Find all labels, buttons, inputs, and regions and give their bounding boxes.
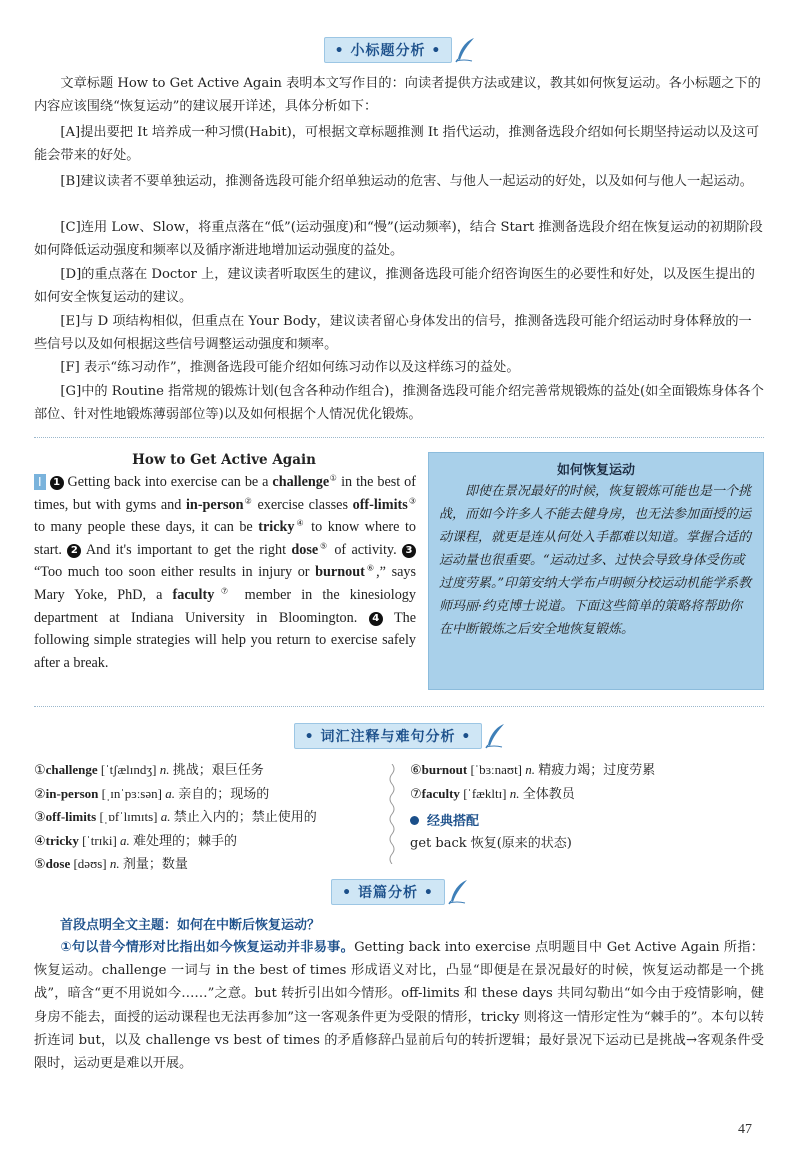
quill-icon [447,879,469,905]
vocab-entry: ③off-limits [ˌɒfˈlɪmɪts] a. 禁止入内的；禁止使用的 [34,809,317,824]
vocab-entry: ②in-person [ˌɪnˈpɜːsən] a. 亲自的；现场的 [34,785,270,801]
vocab-entry: ④tricky [ˈtrɪki] a. 难处理的；棘手的 [34,832,238,848]
section-header-passage [0,878,800,906]
analysis-item-g: [G]中的 Routine 指常规的锻炼计划(包含各种动作组合)，推测备选段可能介绍完善常规锻炼的益处(如全面锻炼身体各个部位、针对性地锻炼薄弱部位等)以及如何根据个人情况优化锻炼。 [34,384,764,422]
classic-collocation-heading: 经典搭配 [410,810,479,829]
analysis-item-c: [C]连用 Low、Slow，将重点落在“低”(运动强度)和“慢”(运动频率)，结合 Start 推测备选段介绍在恢复运动的初期阶段如何降低运动强度和频率以及循序渐进地增加运动强度的益处。 [34,220,763,258]
translation-title: 如何恢复运动 [556,463,635,478]
vocab-list-left [34,758,384,876]
analysis-item-e: [E]与 D 项结构相似，但重点在 Your Body，建议读者留心身体发出的信号，推测备选段可能介绍运动时身体释放的一些信号以及如何根据这些信号调整运动强度和频率。 [34,314,752,352]
header-label-box: • 词汇注释与难句分析 • [294,723,483,749]
analysis-item-a: [A]提出要把 It 培养成一种习惯(Habit)，可根据文章标题推测 It 指代运动，推测备选段介绍如何长期坚持运动以及这可能会带来的好处。 [34,125,760,163]
header-label-box: • 小标题分析 • [324,37,453,63]
column-divider-wavy [388,764,396,864]
quill-icon [484,723,506,749]
article-paragraph: I 1 Getting back into exercise can be a challenge① in the best of times, but with gyms and in-person② exercise classes off-limits③ to many people these days, it can be tricky④ to know where to start. 2 And it's important to get the right dose⑤ of activity. 3 “Too much too soon either results in injury or burnout⑥,” says Mary Yoke, PhD, a faculty⑦ member in the kinesiology department at Indiana University in Bloomington. 4 The following simple strategies will help you return to exercise safely after a break. [34,473,417,671]
vocab-list-right [410,758,770,805]
page-number: 47 [738,1122,752,1137]
section-header-vocab [0,722,800,750]
analysis-item-b: [B]建议读者不要单独运动，推测备选段可能介绍单独运动的危害、与他人一起运动的好处，以及如何与他人一起运动。 [60,174,753,189]
sentence-number-1: 1 [50,476,64,490]
passage-body: Getting back into exercise 点明题目中 Get Active Again 所指：恢复运动。challenge 一词与 in the best of times 形成语义对比，凸显“即便是在景况最好的时候，恢复运动都是一个挑战”，暗含“更不用说如今……”之意。but 转折引出如今情形。off-limits 和 these days 共同勾勒出“如今由于疫情影响，健身房不能去，面授的运动课程也无法再参加”这一客观条件更为受限的情形，tricky 则将这一情形定性为“棘手的”。本句以转折连词 but，以及 challenge vs best of times 的矛盾修辞凸显前后句的转折逻辑；最好景况下运动已是挑战→客观条件受限时，运动更是难以开展。 [34,940,764,1072]
passage-heading: 首段点明全文主题：如何在中断后恢复运动？ [60,918,321,933]
vocab-entry: ⑥burnout [ˈbɜːnaʊt] n. 精疲力竭；过度劳累 [410,762,656,777]
sentence-number-2: 2 [67,544,81,558]
divider-top [34,437,764,438]
divider-middle [34,706,764,707]
classic-phrase: get back 恢复(原来的状态) [410,836,572,851]
section-header-subtitle-analysis [0,36,800,64]
sentence-number-4: 4 [369,612,383,626]
header-label-box: • 语篇分析 • [331,879,445,905]
passage-lead: ①句以昔今情形对比指出如今恢复运动并非易事。 [60,940,355,955]
vocab-entry: ⑤dose [dəʊs] n. 剂量；数量 [34,856,188,871]
translation-box [428,452,764,690]
article-title: How to Get Active Again [132,452,316,468]
vocab-entry: ⑦faculty [ˈfækltɪ] n. 全体教员 [410,785,575,801]
analysis-item-d: [D]的重点落在 Doctor 上，建议读者听取医生的建议，推测备选段可能介绍咨询医生的必要性和好处，以及医生提出的如何安全恢复运动的建议。 [34,267,755,305]
vocab-entry: ①challenge [ˈtʃælɪndʒ] n. 挑战；艰巨任务 [34,762,264,777]
intro-paragraph: 文章标题 How to Get Active Again 表明本文写作目的：向读者提供方法或建议，教其如何恢复运动。各小标题之下的内容应该围绕“恢复运动”的建议展开详述，具体分析如下： [34,76,761,114]
translation-text: 即使在景况最好的时候，恢复锻炼可能也是一个挑战，而如今许多人不能去健身房，也无法参加面授的运动课程，就更是连从何处入手都难以知道。掌握合适的运动量也很重要。“运动过多、过快会导致身体受伤或过度劳累。”印第安纳大学布卢明顿分校运动机能学系教师玛丽·约克博士说道。下面这些简单的策略将帮助你在中断锻炼之后安全地恢复锻炼。 [439,484,752,637]
analysis-item-f: [F] 表示“练习动作”，推测备选段可能介绍如何练习动作以及这样练习的益处。 [60,360,520,375]
bullet-dot-icon [410,816,419,825]
sentence-number-3: 3 [402,544,416,558]
quill-icon [454,37,476,63]
paragraph-marker: I [34,474,46,490]
passage-analysis-text [34,936,764,1075]
